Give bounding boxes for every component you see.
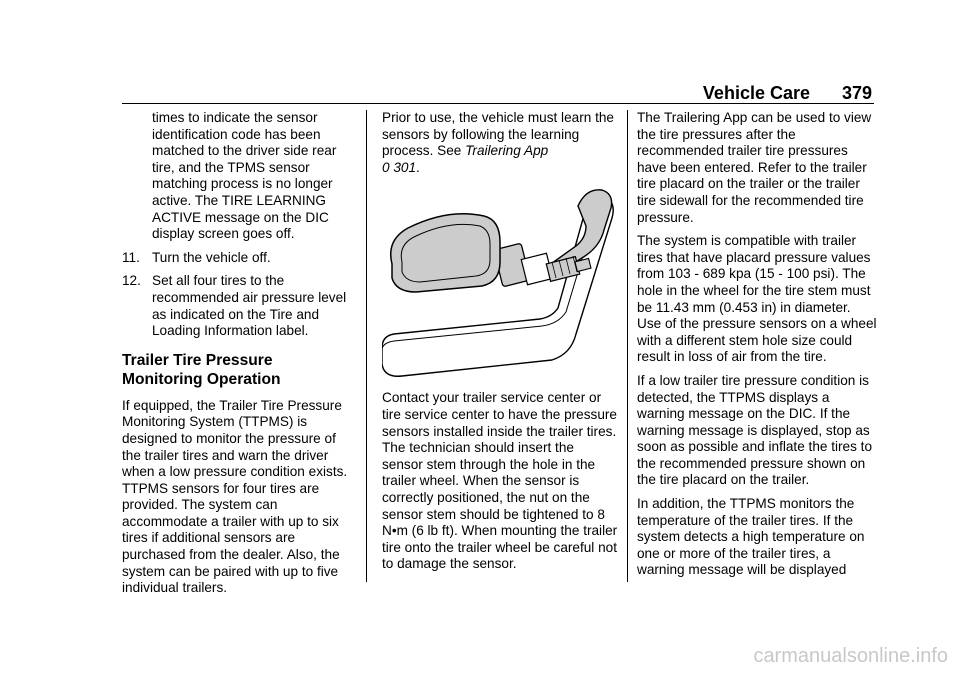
continued-paragraph: times to indicate the sensor identification code has been matched to the driver side rear tire, and the TPMS sensor matching process is no longer active. The TIRE LEARNING ACTIVE message on the DIC display screen goes off. xyxy=(152,110,337,242)
page-reference[interactable]: 0 301 xyxy=(382,159,417,175)
step-number: 11. xyxy=(122,249,140,265)
sensor-body xyxy=(391,214,500,292)
tire-pressure-sensor-illustration xyxy=(382,186,618,379)
column-divider xyxy=(366,110,367,582)
body-paragraph: In addition, the TTPMS monitors the temperature of the trailer tires. If the system detects a high temperature on one or more of the trailer tires, a warning message will be displayed xyxy=(637,496,865,578)
body-paragraph: If equipped, the Trailer Tire Pressure Monitoring System (TTPMS) is designed to monitor the pressure of the trailer tires and warn the driver when a low pressure condition exists. TTPMS sensors for four tires are provided. The system can accommodate a trailer with up to six tires if additional sensors are purchased from the dealer. Also, the system can be paired with up to five individual trailers. xyxy=(122,397,348,596)
body-paragraph: If a low trailer tire pressure condition is detected, the TTPMS displays a warning message on the DIC. If the warning message is displayed, stop as soon as possible and inflate the tires to the recommended pressure shown on the tire placard on the trailer. xyxy=(637,372,873,488)
page-number: 379 xyxy=(841,83,872,103)
paragraph-end: . xyxy=(416,159,420,175)
column-1 xyxy=(122,110,350,604)
body-paragraph: Contact your trailer service center or tire service center to have the pressure sensors installed inside the trailer tires. The technician should insert the sensor stem through the hole in the trailer wheel. When the sensor is correctly positioned, the nut on the sensor stem should be tightened to 8 N•m (6 lb ft). When mounting the trailer tire onto the trailer wheel be careful not to damage the sensor. xyxy=(382,390,618,572)
body-paragraph: The system is compatible with trailer tires that have placard pressure values from 103 - 689 kpa (15 - 100 psi). The hole in the wheel for the tire stem must be 11.43 mm (0.453 in) in diameter. Use of the pressure sensors on a wheel with a different stem hole size could result in loss of air from the tire. xyxy=(637,233,877,365)
section-heading: Trailer Tire Pressure Monitoring Operation xyxy=(122,351,281,388)
watermark: carmanualsonline.info xyxy=(753,645,948,667)
step-item xyxy=(122,250,350,267)
step-text: Set all four tires to the recommended air pressure level as indicated on the Tire and Loading Information label. xyxy=(152,273,347,339)
running-header-title: Vehicle Care xyxy=(702,83,810,103)
paragraph-text: Prior to use, the vehicle must learn the sensors by following the learning process. See xyxy=(382,110,614,159)
header-rule xyxy=(122,103,874,104)
body-paragraph: The Trailering App can be used to view the tire pressures after the recommended trailer tire pressures have been entered. Refer to the trailer tire placard on the trailer or the trailer tire sidewall for the recommended tire pressure. xyxy=(637,110,872,225)
body-paragraph xyxy=(382,110,618,176)
step-text: Turn the vehicle off. xyxy=(152,249,271,265)
step-item xyxy=(122,273,350,339)
column-3 xyxy=(637,110,877,586)
column-divider xyxy=(627,110,628,582)
cross-reference-link[interactable]: Trailering App xyxy=(465,143,549,159)
column-2 xyxy=(382,110,618,580)
step-number: 12. xyxy=(122,273,141,289)
